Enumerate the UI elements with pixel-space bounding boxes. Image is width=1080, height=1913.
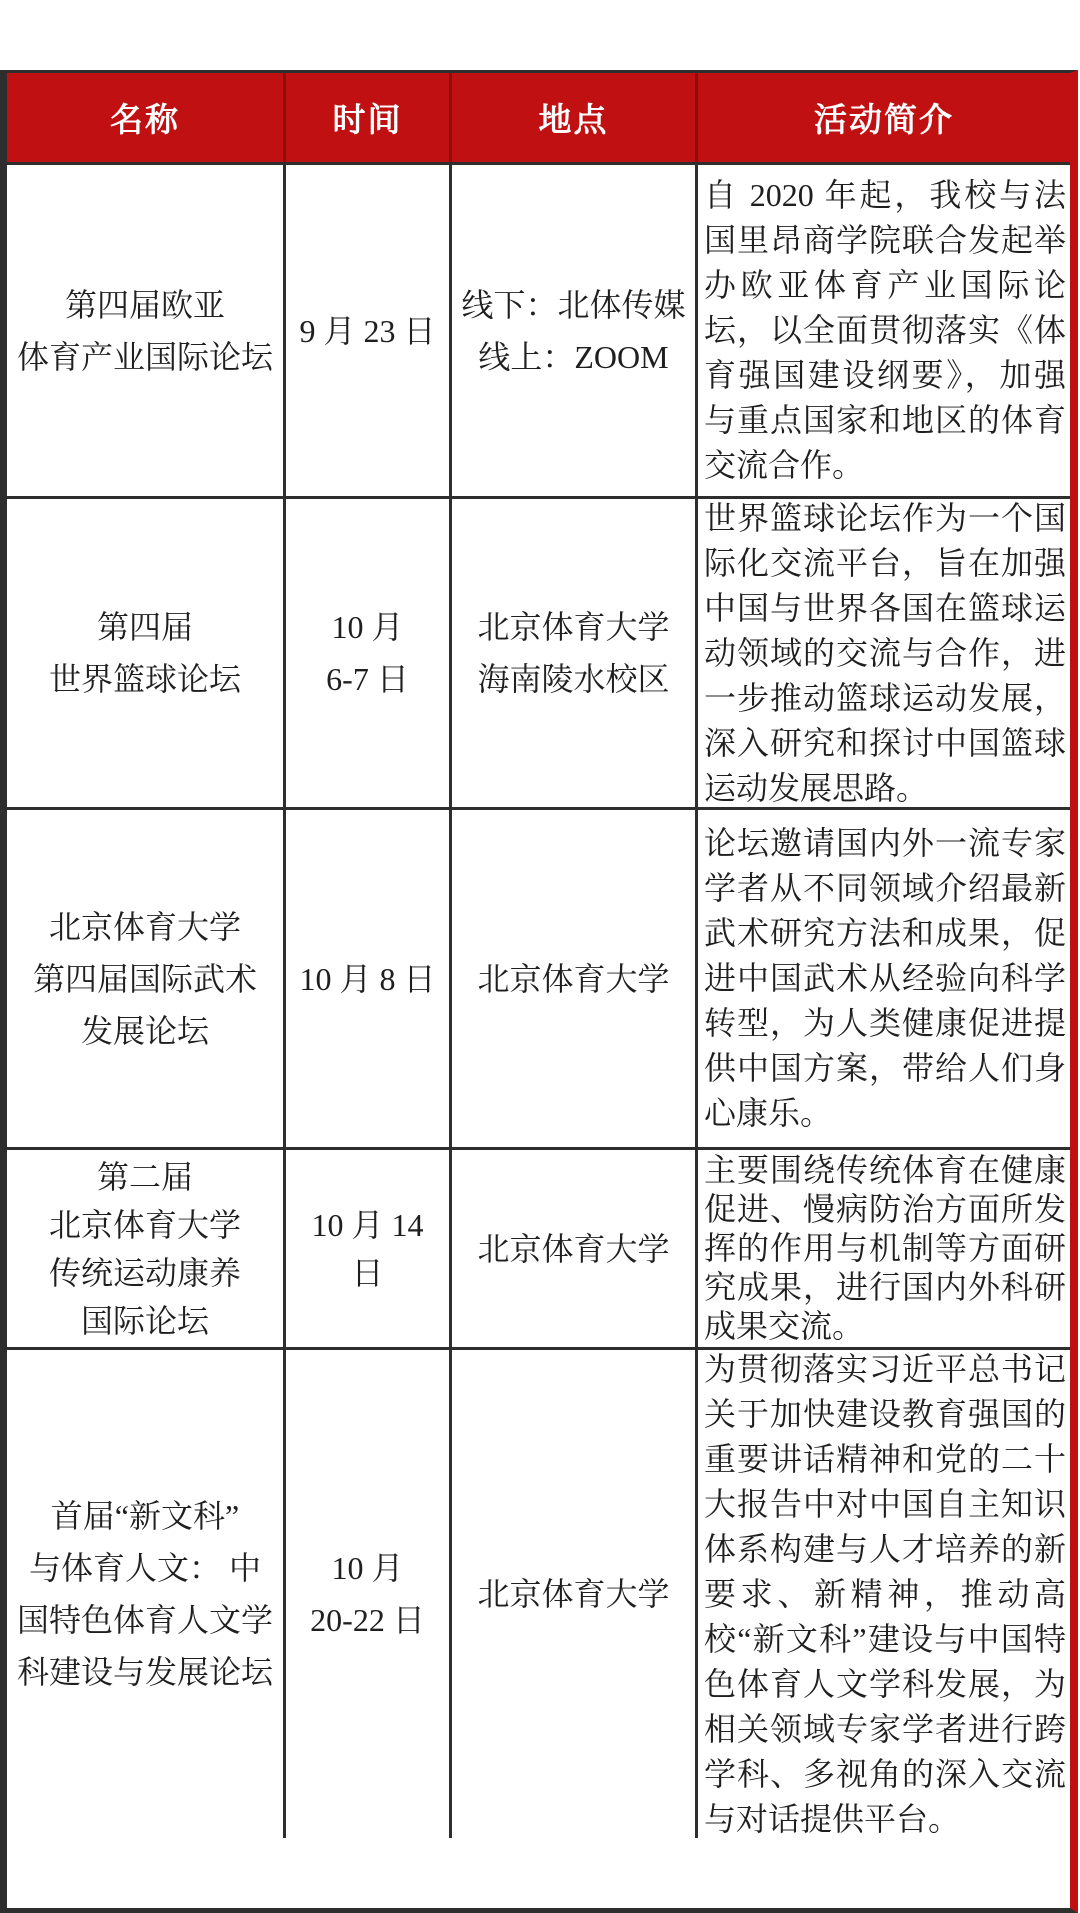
cell-event-location: 北京体育大学 海南陵水校区 <box>452 499 698 807</box>
cell-event-time: 10 月 14 日 <box>286 1150 452 1347</box>
table-row <box>7 1150 1070 1350</box>
table-header-row <box>7 73 1070 165</box>
event-description-text: 主要围绕传统体育在健康促进、慢病防治方面所发挥的作用与机制等方面研究成果，进行国内外科研成果交流。 <box>704 1152 1066 1344</box>
header-cell-time <box>286 73 452 162</box>
cell-event-time: 9 月 23 日 <box>286 165 452 496</box>
cell-event-time: 10 月 6-7 日 <box>286 499 452 807</box>
header-label-name: 名称 <box>110 103 180 139</box>
table-row <box>7 499 1070 810</box>
cell-event-name: 首届“新文科” 与体育人文： 中 国特色体育人文学 科建设与发展论坛 <box>7 1350 286 1838</box>
header-cell-name <box>7 73 286 162</box>
cell-event-location: 北京体育大学 <box>452 810 698 1147</box>
cell-event-description <box>698 810 1070 1147</box>
cell-event-location: 北京体育大学 <box>452 1150 698 1347</box>
table-row <box>7 165 1070 499</box>
cell-event-description <box>698 165 1070 496</box>
header-label-description: 活动简介 <box>814 103 954 139</box>
header-cell-location <box>452 73 698 162</box>
events-table <box>0 70 1078 1913</box>
cell-event-time: 10 月 20-22 日 <box>286 1350 452 1838</box>
cell-event-name: 第二届 北京体育大学 传统运动康养 国际论坛 <box>7 1150 286 1347</box>
table-row <box>7 1350 1070 1838</box>
header-label-time: 时间 <box>332 103 403 139</box>
event-description-text: 为贯彻落实习近平总书记关于加快建设教育强国的重要讲话精神和党的二十大报告中对中国自主知识体系构建与人才培养的新要求、新精神，推动高校“新文科”建设与中国特色体育人文学科发展，为相关领域专家学者进行跨学科、多视角的深入交流与对话提供平台。 <box>704 1350 1066 1837</box>
event-description-text: 论坛邀请国内外一流专家学者从不同领域介绍最新武术研究方法和成果，促进中国武术从经验向科学转型，为人类健康促进提供中国方案，带给人们身心康乐。 <box>704 825 1066 1131</box>
cell-event-location: 北京体育大学 <box>452 1350 698 1838</box>
event-description-text: 自 2020 年起，我校与法国里昂商学院联合发起举办欧亚体育产业国际论坛，以全面贯彻落实《体育强国建设纲要》，加强与重点国家和地区的体育交流合作。 <box>704 177 1066 483</box>
header-label-location: 地点 <box>538 103 609 139</box>
cell-event-name: 第四届 世界篮球论坛 <box>7 499 286 807</box>
cell-event-name: 第四届欧亚 体育产业国际论坛 <box>7 165 286 496</box>
table-row <box>7 810 1070 1150</box>
cell-event-description <box>698 1150 1070 1347</box>
header-cell-description <box>698 73 1070 162</box>
cell-event-name: 北京体育大学 第四届国际武术 发展论坛 <box>7 810 286 1147</box>
event-description-text: 世界篮球论坛作为一个国际化交流平台，旨在加强中国与世界各国在篮球运动领域的交流与合作，进一步推动篮球运动发展，深入研究和探讨中国篮球运动发展思路。 <box>704 499 1066 806</box>
cell-event-time: 10 月 8 日 <box>286 810 452 1147</box>
cell-event-description <box>698 499 1070 807</box>
cell-event-location: 线下：北体传媒 线上：ZOOM <box>452 165 698 496</box>
cell-event-description <box>698 1350 1070 1838</box>
